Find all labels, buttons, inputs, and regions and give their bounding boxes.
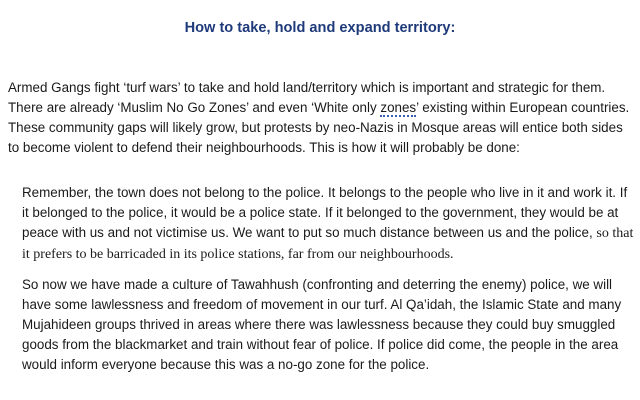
intro-paragraph: [8, 78, 636, 158]
quote-paragraph-2: So now we have made a culture of Tawahhush (confronting and deterring the enemy) police, we will have some lawlessness and freedom of movement in our turf. Al Qa’idah, the Islamic State and many Mujahideen groups thrived in areas where there was lawlessness because they could buy smuggled goods from the blackmarket and train without fear of police. If police did come, the people in the area would inform everyone because this was a no-go zone for the police.: [22, 277, 622, 372]
quote1-text-part2: so that it prefers to be barricaded in its police stations, far from our neighbourhoods.: [22, 226, 634, 262]
quote-paragraph-1: [22, 183, 634, 265]
intro-text-part2: ’ existing within European countries. These community gaps will likely grow, but protests by neo-Nazis in Mosque areas will entice both sides to become violent to defend their neighbourhoods. This is how it will probably be done:: [8, 100, 630, 155]
flagged-word: zones: [380, 100, 417, 115]
intro-text-part1: Armed Gangs fight ‘turf wars’ to take and hold land/territory which is important and strategic for them. There are already ‘Muslim No Go Zones’ and even ‘White only: [8, 80, 606, 115]
page-title: How to take, hold and expand territory:: [184, 20, 456, 36]
quote1-text-part1: Remember, the town does not belong to the police. It belongs to the people who live in it and work it. If it belonged to the police, it would be a police state. If it belonged to the government, they would be at peace with us and not victimise us. We want to put so much distance between us and the police,: [22, 185, 628, 240]
